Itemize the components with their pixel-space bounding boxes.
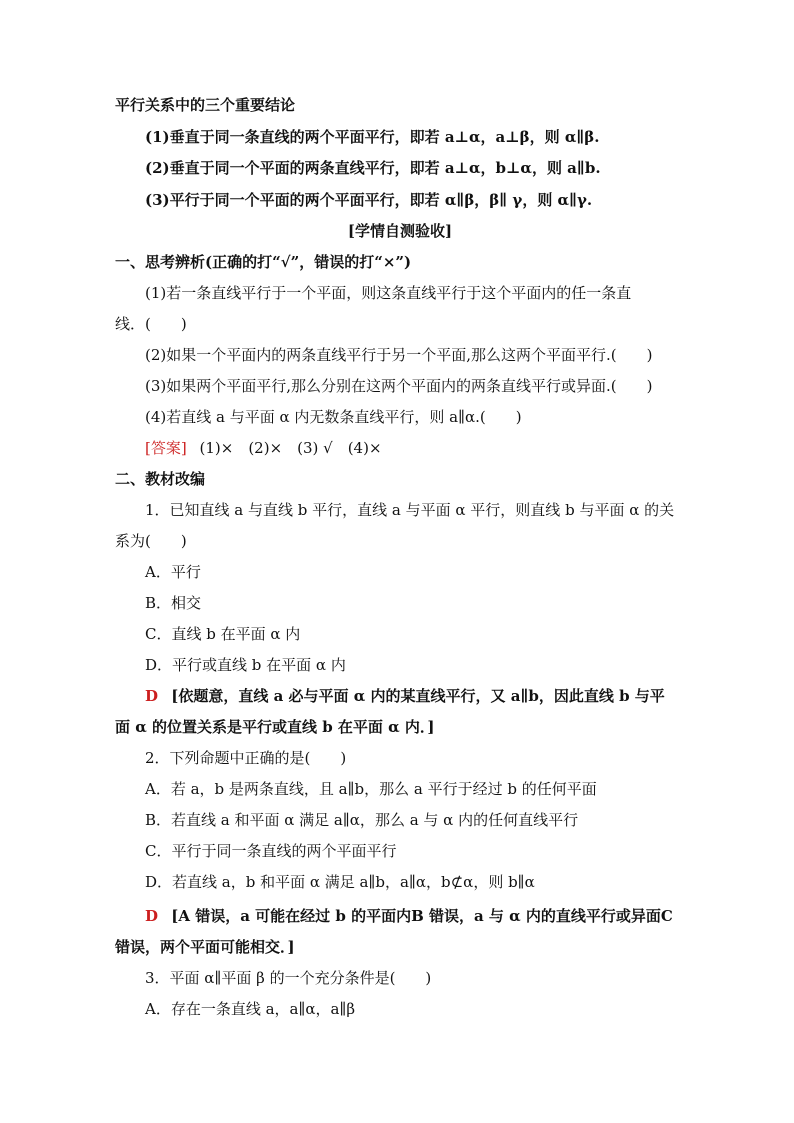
answer-text: (1)× (2)× (3) √ (4)× (199, 439, 382, 457)
part1-q1-line2: 线．( ) (115, 315, 187, 333)
q2-option-d: D．若直线 a，b 和平面 α 满足 a∥b，a∥α，b⊄α，则 b∥α (145, 873, 535, 891)
q1-option-c: C．直线 b 在平面 α 内 (145, 625, 301, 643)
q3-stem: 3．平面 α∥平面 β 的一个充分条件是( ) (145, 969, 432, 987)
q2-stem: 2．下列命题中正确的是( ) (145, 749, 347, 767)
q1-option-b: B．相交 (145, 594, 202, 612)
q2-option-c: C．平行于同一条直线的两个平面平行 (145, 842, 397, 860)
q1-explanation-line1 (145, 686, 685, 706)
summary-item-2: (2)垂直于同一个平面的两条直线平行，即若 a⊥α，b⊥α，则 a∥b. (145, 159, 601, 177)
part1-q4: (4)若直线 a 与平面 α 内无数条直线平行，则 a∥α.( ) (145, 408, 522, 426)
part1-q1-line1: (1)若一条直线平行于一个平面，则这条直线平行于这个平面内的任一条直 (145, 284, 632, 302)
q3-option-a: A．存在一条直线 a，a∥α，a∥β (145, 1000, 356, 1018)
q1-answer-letter: D (145, 687, 159, 705)
q1-explanation-text: [依题意，直线 a 必与平面 α 内的某直线平行，又 a∥b，因此直线 b 与平 (171, 687, 665, 705)
q2-option-a: A．若 a，b 是两条直线，且 a∥b，那么 a 平行于经过 b 的任何平面 (145, 780, 597, 798)
q1-stem-line1: 1．已知直线 a 与直线 b 平行，直线 a 与平面 α 平行，则直线 b 与平面 α 的关 (145, 501, 675, 519)
part1-title: 一、思考辨析(正确的打“√”，错误的打“×”) (115, 253, 412, 271)
q1-stem-line2: 系为( ) (115, 532, 187, 550)
q2-explanation-line2: 错误，两个平面可能相交．] (115, 938, 295, 956)
q1-option-a: A．平行 (145, 563, 201, 581)
q1-option-d: D．平行或直线 b 在平面 α 内 (145, 656, 346, 674)
part1-q2: (2)如果一个平面内的两条直线平行于另一个平面,那么这两个平面平行.( ) (145, 346, 653, 364)
summary-item-3: (3)平行于同一个平面的两个平面平行，即若 α∥β，β∥ γ，则 α∥γ. (145, 191, 593, 209)
q2-explanation-text: [A 错误，a 可能在经过 b 的平面内B 错误，a 与 α 内的直线平行或异面C (171, 907, 673, 925)
part1-answer (145, 438, 685, 458)
q2-answer-letter: D (145, 907, 159, 925)
part1-q3: (3)如果两个平面平行,那么分别在这两个平面内的两条直线平行或异面.( ) (145, 377, 653, 395)
answer-label: [答案] (145, 439, 187, 457)
q2-option-b: B．若直线 a 和平面 α 满足 a∥α，那么 a 与 α 内的任何直线平行 (145, 811, 579, 829)
summary-title: 平行关系中的三个重要结论 (115, 96, 296, 114)
section-heading: [学情自测验收] (347, 222, 453, 240)
q2-explanation-line1 (145, 906, 685, 926)
part2-title: 二、教材改编 (115, 470, 206, 488)
q1-explanation-line2: 面 α 的位置关系是平行或直线 b 在平面 α 内．] (115, 718, 435, 736)
summary-item-1: (1)垂直于同一条直线的两个平面平行，即若 a⊥α，a⊥β，则 α∥β. (145, 128, 600, 146)
